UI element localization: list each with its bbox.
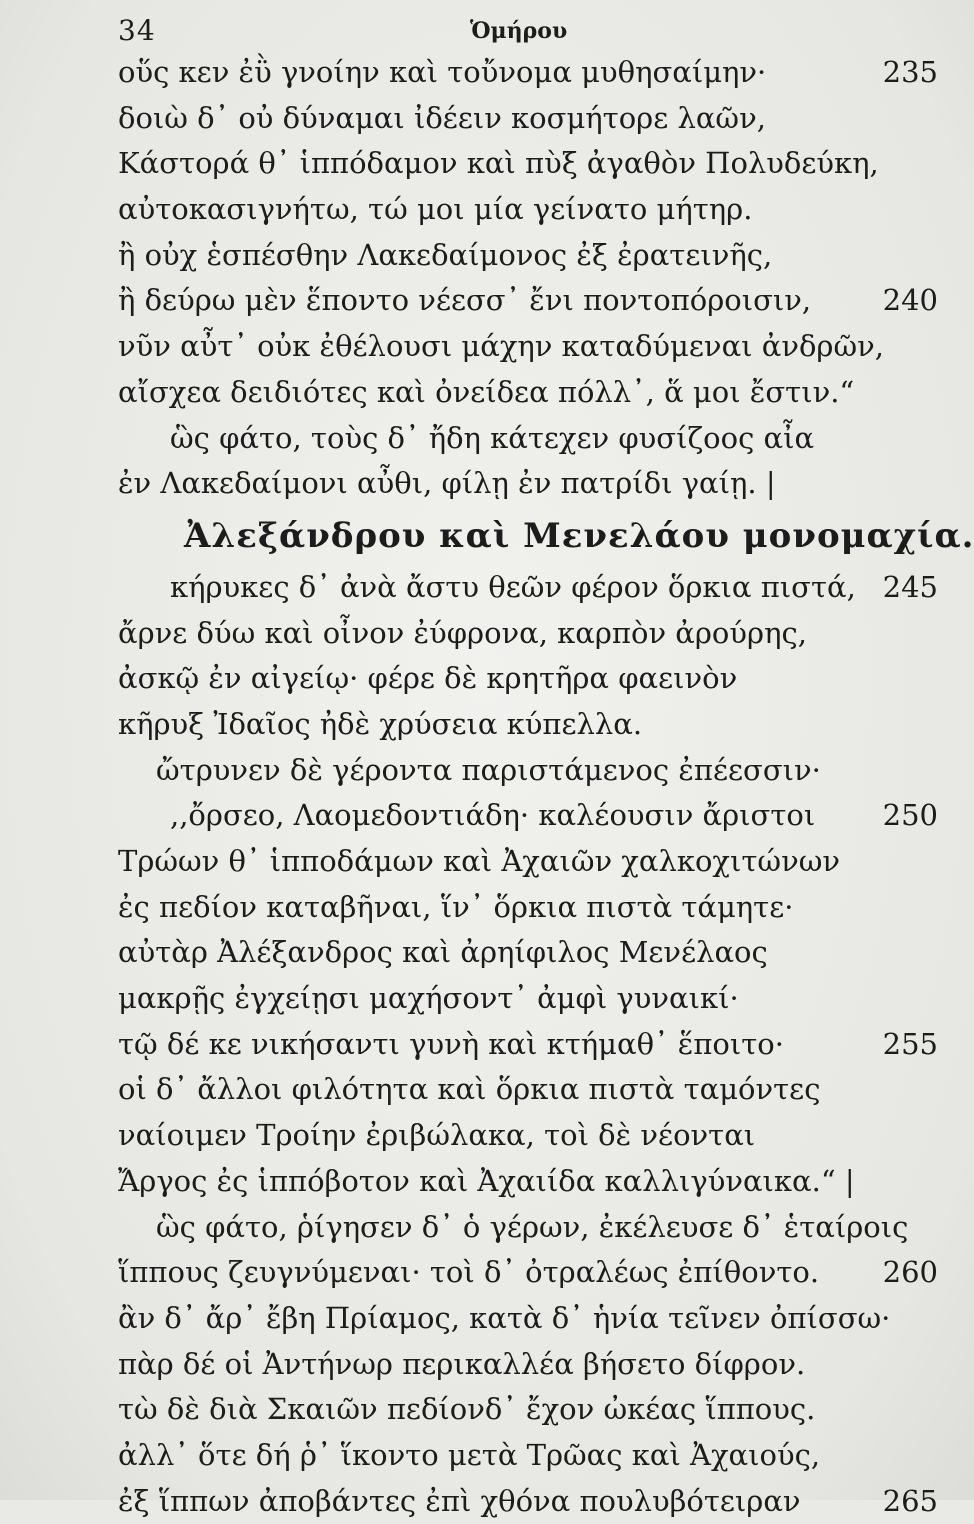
verse-text-line: ἄρνε δύω καὶ οἶνον ἐύφρονα, καρπὸν ἀρούρης, [118,615,807,650]
verse-text-line: ὣς φάτο, ῥίγησεν δ᾽ ὁ γέρων, ἐκέλευσε δ᾽ ἑταίροις [156,1209,909,1244]
verse-text-line: ,,ὄρσεο, Λαομεδοντιάδη· καλέουσιν ἄριστοι [170,798,816,833]
verse-line [118,611,940,657]
verse-line [118,461,940,507]
verse-block-1 [118,50,940,507]
verse-line [118,141,940,187]
verse-line [118,1342,940,1388]
verse-line [118,370,940,416]
line-number: 245 [882,569,938,604]
running-head: Ὁμήρου [470,18,568,44]
verse-line [118,1479,940,1524]
line-number: 240 [882,283,938,318]
verse-text-line: μακρῇς ἐγχείῃσι μαχήσοντ᾽ ἀμφὶ γυναικί· [118,981,739,1016]
verse-text-line: ἀσκῷ ἐν αἰγείῳ· φέρε δὲ κρητῆρα φαεινὸν [118,661,738,696]
verse-line [118,930,940,976]
verse-text-line: Ἄργος ἐς ἱππόβοτον καὶ Ἀχαιίδα καλλιγύναικα.“ | [118,1163,855,1198]
verse-line [118,565,940,611]
verse-text-line: ἐν Λακεδαίμονι αὖθι, φίλῃ ἐν πατρίδι γαίῃ. | [118,466,776,501]
verse-line [118,976,940,1022]
verse-text-line: αὐτὰρ Ἀλέξανδρος καὶ ἀρηίφιλος Μενέλαος [118,935,768,970]
verse-text-line: νῦν αὖτ᾽ οὐκ ἐθέλουσι μάχην καταδύμεναι ἀνδρῶν, [118,329,884,364]
verse-text-line: ἂν δ᾽ ἄρ᾽ ἔβη Πρίαμος, κατὰ δ᾽ ἡνία τεῖνεν ὀπίσσω· [118,1300,891,1335]
verse-line [118,1067,940,1113]
verse-text-line: ἐξ ἵππων ἀποβάντες ἐπὶ χθόνα πουλυβότειραν [118,1483,801,1518]
verse-text-line: ὤτρυνεν δὲ γέροντα παριστάμενος ἐπέεσσιν· [156,752,821,787]
line-number: 265 [882,1483,938,1518]
verse-text-line: τὼ δὲ διὰ Σκαιῶν πεδίονδ᾽ ἔχον ὠκέας ἵππους. [118,1392,816,1427]
line-number: 235 [882,55,938,89]
verse-text-line: ἢ δεύρω μὲν ἕποντο νέεσσ᾽ ἔνι ποντοπόροισιν, [118,283,812,318]
verse-line [118,416,940,462]
verse-text-line: αἴσχεα δειδιότες καὶ ὀνείδεα πόλλ᾽, ἅ μοι ἔστιν.“ [118,374,855,409]
verse-line [118,1250,940,1296]
verse-line [118,50,940,96]
verse-line [118,1296,940,1342]
verse-text-line: δοιὼ δ᾽ οὐ δύναμαι ἰδέειν κοσμήτορε λαῶν, [118,100,766,135]
verse-block-2 [118,565,940,1524]
verse-line [118,1022,940,1068]
verse-text-line: οὕς κεν ἐῢ γνοίην καὶ τοὔνομα μυθησαίμην· [118,55,767,89]
verse-line [118,96,940,142]
verse-text-line: ἀλλ᾽ ὅτε δή ῥ᾽ ἵκοντο μετὰ Τρῶας καὶ Ἀχαιούς, [118,1437,821,1472]
verse-line [118,793,940,839]
verse-line [118,1205,940,1251]
page-header [118,14,938,50]
verse-text-line: Κάστορά θ᾽ ἱππόδαμον καὶ πὺξ ἀγαθὸν Πολυδεύκη, [118,146,879,181]
verse-text-line: κήρυκες δ᾽ ἀνὰ ἄστυ θεῶν φέρον ὅρκια πιστά, [170,569,856,604]
verse-line [118,656,940,702]
line-number: 255 [882,1026,938,1061]
verse-text-line: Τρώων θ᾽ ἱπποδάμων καὶ Ἀχαιῶν χαλκοχιτώνων [118,844,840,878]
verse-text-line: αὐτοκασιγνήτω, τώ μοι μία γείνατο μήτηρ. [118,192,753,227]
verse-line [118,885,940,931]
verse-text-line: ἢ οὐχ ἑσπέσθην Λακεδαίμονος ἐξ ἐρατεινῆς, [118,237,773,272]
section-title: Ἀλεξάνδρου καὶ Μενελάου μονομαχία. [184,515,974,556]
verse-line [118,1113,940,1159]
verse-line [118,1433,940,1479]
verse-text-line: ἵππους ζευγνύμεναι· τοὶ δ᾽ ὀτραλέως ἐπίθοντο. [118,1255,820,1290]
verse-text-line: κῆρυξ Ἰδαῖος ἠδὲ χρύσεια κύπελλα. [118,706,643,741]
verse-line [118,187,940,233]
verse-text-line: τῷ δέ κε νικήσαντι γυνὴ καὶ κτήμαθ᾽ ἕποιτο· [118,1026,784,1061]
verse-line [118,1387,940,1433]
verse-line [118,839,940,885]
verse-line [118,278,940,324]
verse-text-line: οἱ δ᾽ ἄλλοι φιλότητα καὶ ὅρκια πιστὰ ταμόντες [118,1072,821,1107]
verse-text [118,50,974,1524]
verse-text-line: πὰρ δέ οἱ Ἀντήνωρ περικαλλέα βήσετο δίφρον. [118,1346,806,1381]
line-number: 250 [882,798,938,833]
verse-line [118,1159,940,1205]
verse-text-line: ναίοιμεν Τροίην ἐριβώλακα, τοὶ δὲ νέονται [118,1118,756,1153]
line-number: 260 [882,1255,938,1290]
verse-line [118,748,940,794]
verse-line [118,233,940,279]
verse-text-line: ὣς φάτο, τοὺς δ᾽ ἤδη κάτεχεν φυσίζοος αἶα [170,420,815,455]
verse-line [118,324,940,370]
verse-text-line: ἐς πεδίον καταβῆναι, ἵν᾽ ὅρκια πιστὰ τάμητε· [118,889,794,924]
verse-line [118,702,940,748]
page-number: 34 [118,14,156,47]
